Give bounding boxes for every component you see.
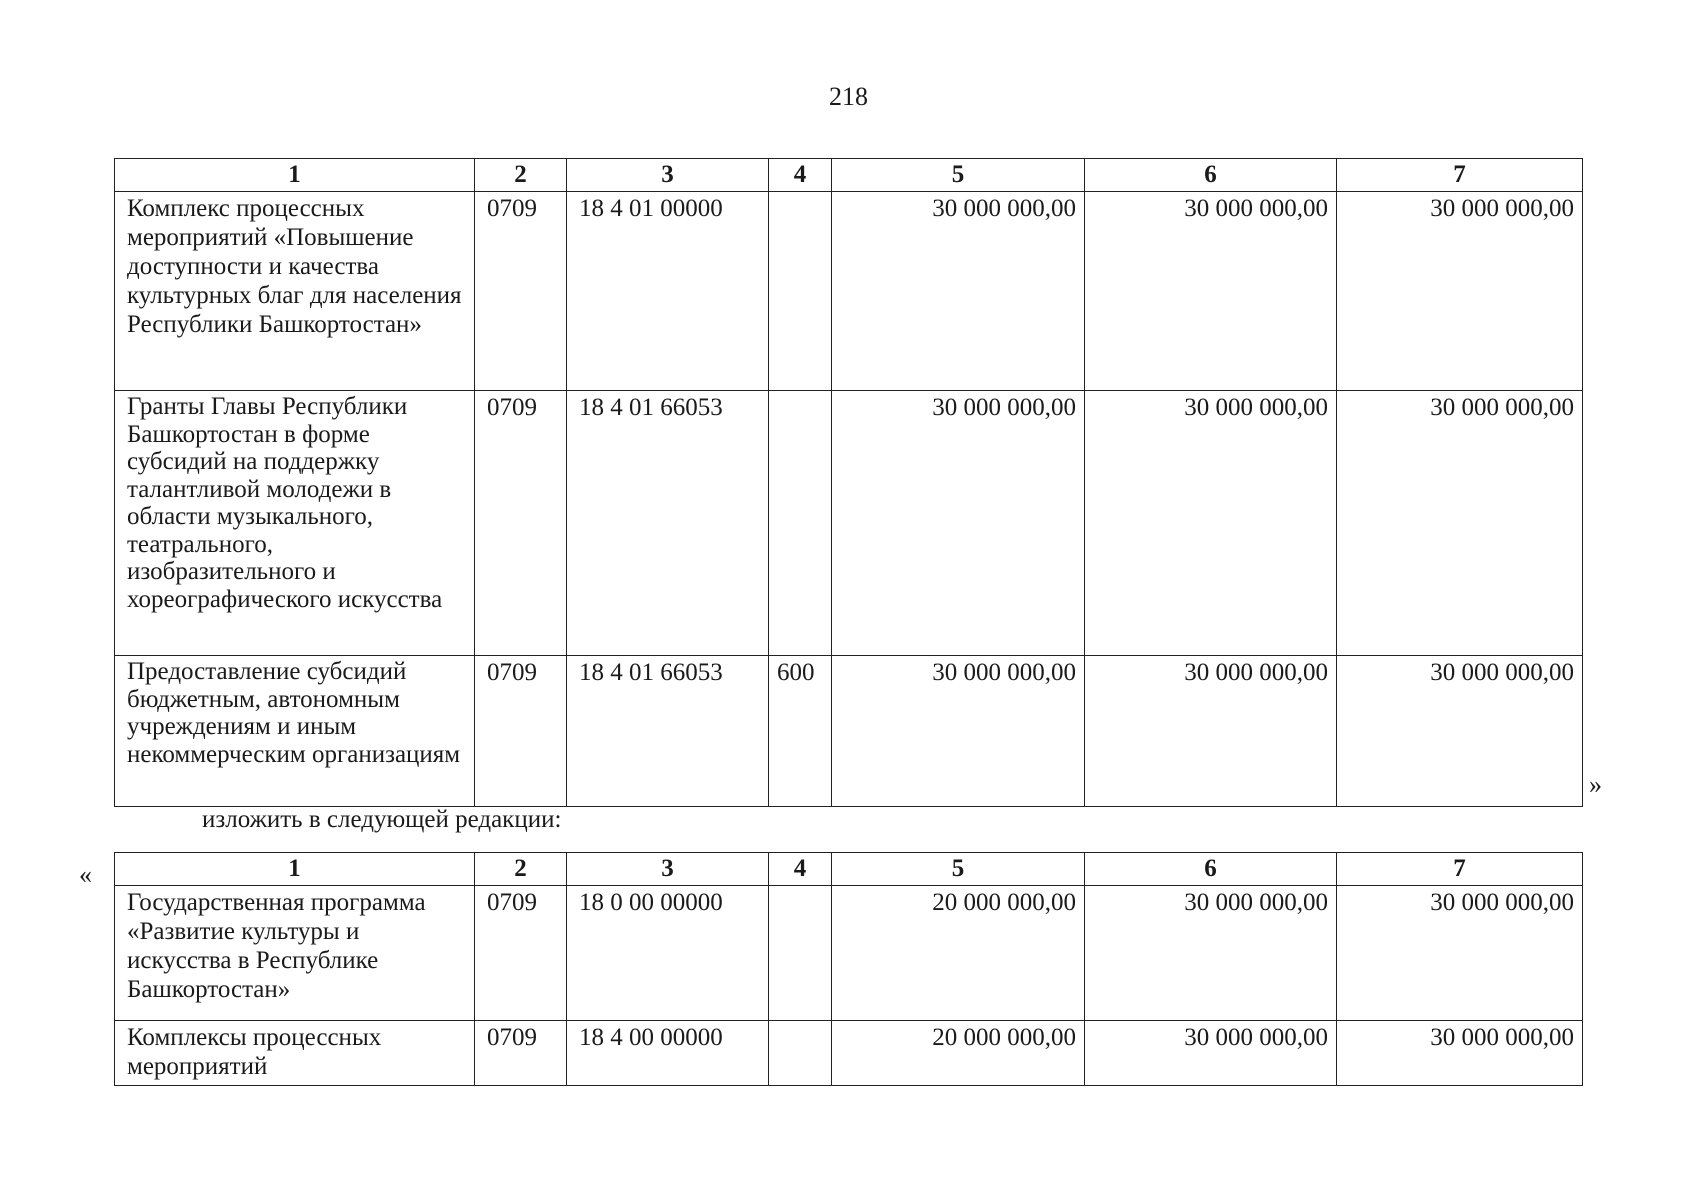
row-sum-3: 30 000 000,00 [1337,656,1583,807]
table-row [115,886,1583,1021]
header-col-3: 3 [567,159,769,192]
budget-table-original [114,158,1583,807]
row-name [115,1021,475,1086]
row-target: 18 4 01 66053 [567,391,769,656]
row-sum-3: 30 000 000,00 [1337,1021,1583,1086]
row-target: 18 4 01 66053 [567,656,769,807]
table-header-row [115,159,1583,192]
row-sum-1: 20 000 000,00 [832,886,1085,1021]
page-number: 218 [829,82,868,111]
header-col-5: 5 [832,853,1085,886]
header-col-7: 7 [1337,853,1583,886]
row-target: 18 4 01 00000 [567,192,769,391]
budget-table-amended [114,852,1583,1086]
table-row [115,391,1583,656]
header-col-4: 4 [769,159,832,192]
row-section: 0709 [475,886,567,1021]
row-type [769,1021,832,1086]
row-sum-2: 30 000 000,00 [1085,656,1337,807]
row-sum-2: 30 000 000,00 [1085,391,1337,656]
row-name-text: Гранты Главы Республики Башкортостан в форме субсидий на поддержку талантливой молодежи в области музыкального, театрального, изобразительного и хореографического искусства [127,393,443,613]
row-section: 0709 [475,1021,567,1086]
row-section: 0709 [475,656,567,807]
header-col-6: 6 [1085,159,1337,192]
row-type [769,192,832,391]
row-sum-3: 30 000 000,00 [1337,886,1583,1021]
header-col-5: 5 [832,159,1085,192]
row-name [115,656,475,807]
amendment-intro-text: изложить в следующей редакции: [202,806,562,833]
row-sum-3: 30 000 000,00 [1337,192,1583,391]
row-sum-1: 30 000 000,00 [832,192,1085,391]
row-name [115,391,475,656]
closing-quote: » [1589,770,1602,799]
row-type [769,391,832,656]
row-name [115,192,475,391]
header-col-7: 7 [1337,159,1583,192]
row-section: 0709 [475,192,567,391]
row-section: 0709 [475,391,567,656]
table-row [115,656,1583,807]
row-target: 18 0 00 00000 [567,886,769,1021]
header-col-1: 1 [115,159,475,192]
header-col-1: 1 [115,853,475,886]
table-row [115,192,1583,391]
row-name-text: Комплекс процессных мероприятий «Повышение доступности и качества культурных благ для населения Республики Башкортостан» [127,195,462,338]
header-col-3: 3 [567,853,769,886]
row-sum-2: 30 000 000,00 [1085,192,1337,391]
row-sum-1: 30 000 000,00 [832,391,1085,656]
row-type [769,886,832,1021]
row-type: 600 [769,656,832,807]
table-header-row [115,853,1583,886]
row-sum-2: 30 000 000,00 [1085,886,1337,1021]
row-target: 18 4 00 00000 [567,1021,769,1086]
header-col-2: 2 [475,853,567,886]
row-sum-3: 30 000 000,00 [1337,391,1583,656]
opening-quote: « [79,860,92,889]
row-sum-1: 20 000 000,00 [832,1021,1085,1086]
row-name-text: Государственная программа «Развитие культуры и искусства в Республике Башкортостан» [127,889,426,1003]
header-col-6: 6 [1085,853,1337,886]
row-sum-1: 30 000 000,00 [832,656,1085,807]
header-col-4: 4 [769,853,832,886]
header-col-2: 2 [475,159,567,192]
table-row [115,1021,1583,1086]
row-name-text: Предоставление субсидий бюджетным, автономным учреждениям и иным некоммерческим организациям [127,658,461,768]
row-name [115,886,475,1021]
row-sum-2: 30 000 000,00 [1085,1021,1337,1086]
row-name-text: Комплексы процессных мероприятий [127,1024,382,1080]
